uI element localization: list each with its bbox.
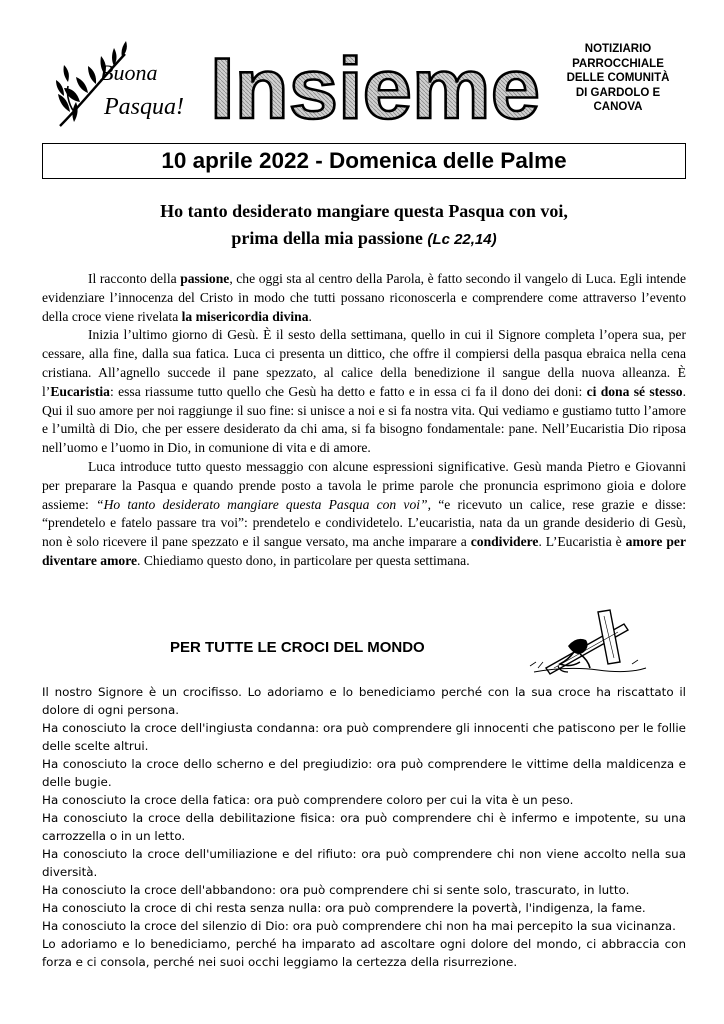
- text-run: , “e ricevuto un calice, rese grazie e disse: “prendetelo e fatelo passare tra voi”: prendetelo e condividetelo. L’eucaristia, nata da un grande desiderio di Gesù, non è solo ricevere il pane spezzato e il sangue versato, ma anche imparare a: [42, 496, 686, 550]
- article-paragraph-1: [42, 270, 686, 326]
- cross-icon: [528, 606, 648, 676]
- newsletter-info-line: CANOVA: [593, 101, 643, 113]
- litany-line: Ha conosciuto la croce dell'umiliazione e del rifiuto: ora può comprendere chi non viene accolto nella sua diversità.: [42, 847, 686, 879]
- bold-text: ci dona sé stesso: [586, 383, 683, 399]
- text-run: : essa riassume tutto quello che Gesù ha detto e fatto e in essa ci fa il dono dei doni:: [109, 383, 587, 399]
- litany-line: Ha conosciuto la croce del silenzio di Dio: ora può comprendere chi non ha mai percepito la sua vicinanza.: [42, 919, 676, 933]
- section-heading: PER TUTTE LE CROCI DEL MONDO: [170, 639, 425, 656]
- newsletter-header: [0, 0, 724, 140]
- newsletter-info-line: PARROCCHIALE: [572, 57, 664, 70]
- logo-line1: Buona: [100, 60, 158, 85]
- article-body: [42, 270, 686, 571]
- bold-text: passione: [180, 271, 230, 286]
- article-paragraph-2: [42, 326, 686, 458]
- text-run: Luca introduce tutto questo messaggio con alcune espressioni significative. Gesù manda Pietro e Giovanni per preparare la Pasqua e quando prende posto a tavola le prime parole che pronuncia esprimono gioia e dolore assieme:: [42, 458, 686, 512]
- text-run: Inizia l’ultimo giorno di Gesù. È il sesto della settimana, quello in cui il Signore completa l’opera sua, per cessare, alla fine, dalla sua fatica. Luca ci presenta un dittico, che offre il compiersi della pasqua ebraica nella cena cristiana. All’agnello succede il pane spezzato, al calice della benedizione il sangue della nuova alleanza. È l’: [42, 327, 686, 399]
- gospel-quote: [42, 198, 686, 253]
- newsletter-description: [548, 42, 688, 115]
- text-run: . L’Eucaristia è: [538, 534, 626, 550]
- litany-line: Ha conosciuto la croce dell'abbandono: ora può comprendere chi si sente solo, trascurato, in lutto.: [42, 883, 630, 897]
- bold-text: condividere: [470, 534, 539, 550]
- cross-bearer-illustration: [528, 606, 648, 676]
- newsletter-info-line: DELLE COMUNITÀ: [566, 72, 670, 84]
- text-run: Il racconto della: [88, 271, 181, 286]
- bold-text: Eucaristia: [50, 383, 110, 399]
- italic-quote: “Ho tanto desiderato mangiare questa Pasqua con voi”: [96, 496, 428, 512]
- masthead-title: [205, 41, 545, 137]
- quote-line-2-text: prima della mia passione: [231, 228, 423, 248]
- litany-line: Ha conosciuto la croce di chi resta senza nulla: ora può comprendere la povertà, l'indigenza, la fame.: [42, 901, 646, 915]
- newsletter-info-line: NOTIZIARIO: [584, 43, 652, 55]
- buona-pasqua-logo: [50, 36, 184, 131]
- quote-line-1: Ho tanto desiderato mangiare questa Pasqua con voi,: [160, 201, 568, 221]
- litany-line: Ha conosciuto la croce della fatica: ora può comprendere coloro per cui la vita è un peso.: [42, 793, 574, 807]
- article-paragraph-3: [42, 458, 686, 571]
- quote-reference: (Lc 22,14): [427, 231, 497, 248]
- quote-line-2: [42, 225, 686, 253]
- bold-text: la misericordia divina: [181, 308, 309, 324]
- date-banner: 10 aprile 2022 - Domenica delle Palme: [42, 143, 686, 179]
- text-run: . Qui il suo amore per noi raggiunge il suo fine: si unisce a noi e si fa nostra vita. Qui vediamo e gustiamo tutto l’amore e l’umiltà di Dio, che per essere desiderato da chi ama, si fa bisogno fondamentale: pane. Nell’Eucaristia Dio riposa nell’uomo e l’uomo in Dio, in comunione di vita e di amore.: [42, 383, 686, 456]
- litany-line: Ha conosciuto la croce della debilitazione fisica: ora può comprendere chi è infermo e impotente, su una carrozzella o in un letto.: [42, 811, 686, 843]
- crosses-litany: [42, 683, 686, 971]
- newsletter-info-line: DI GARDOLO E: [575, 86, 661, 99]
- masthead-text: Insieme: [210, 41, 540, 137]
- text-run: .: [308, 308, 312, 324]
- litany-line: Lo adoriamo e lo benediciamo, perché ha imparato ad ascoltare ogni dolore del mondo, ci abbraccia con forza e ci consola, perché nei suoi occhi leggiamo la certezza della risurrezione.: [42, 937, 686, 969]
- litany-line: Ha conosciuto la croce dell'ingiusta condanna: ora può comprendere gli innocenti che patiscono per le follie delle scelte altrui.: [42, 721, 686, 753]
- olive-branch-icon: [50, 36, 184, 131]
- text-run: , che oggi sta al centro della Parola, è fatto secondo il vangelo di Luca. Egli intende evidenziare l’innocenza del Cristo in modo che tutti possano riconoscerla e comprendere come attraverso l’evento della croce viene rivelata: [42, 271, 686, 324]
- litany-line: Ha conosciuto la croce dello scherno e del pregiudizio: ora può comprendere le vittime della maldicenza e delle bugie.: [42, 757, 686, 789]
- text-run: . Chiediamo questo dono, in particolare per questa settimana.: [137, 552, 470, 568]
- bold-text: amore per diventare amore: [42, 534, 686, 568]
- litany-line: Il nostro Signore è un crocifisso. Lo adoriamo e lo benediciamo perché con la sua croce ha riscattato il dolore di ogni persona.: [42, 685, 686, 717]
- logo-line2: Pasqua!: [104, 94, 184, 120]
